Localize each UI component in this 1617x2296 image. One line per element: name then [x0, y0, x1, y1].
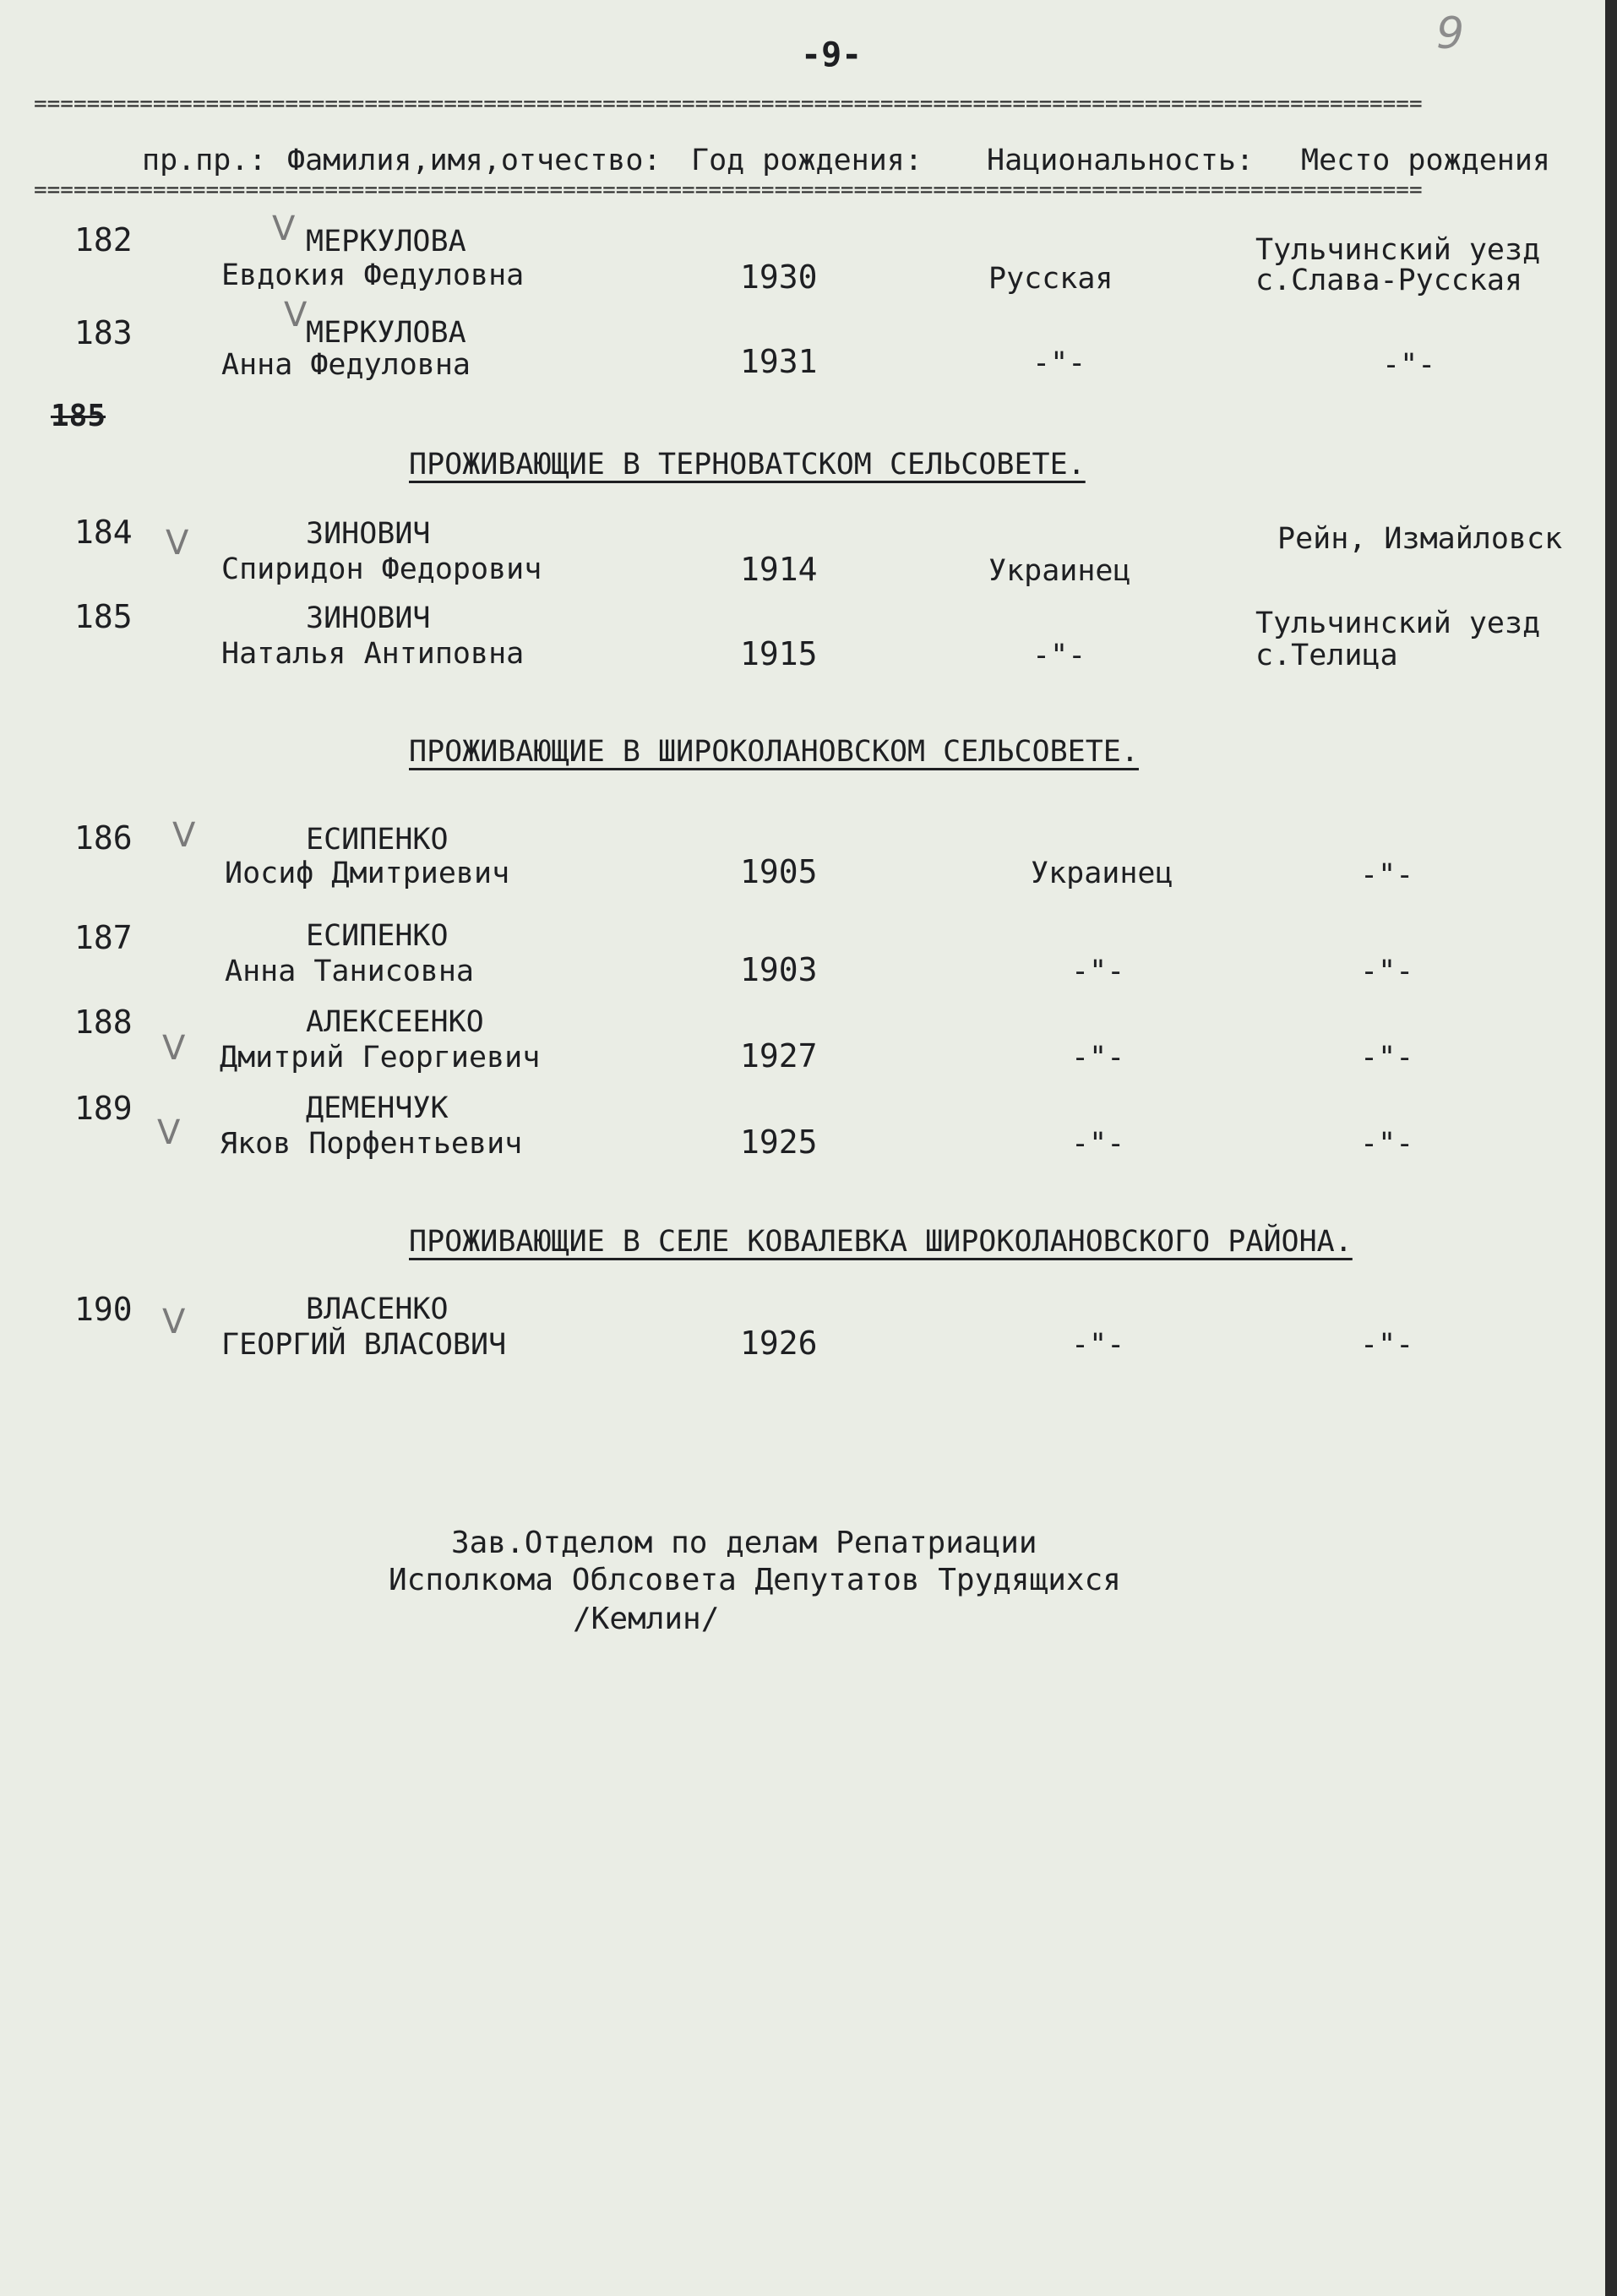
- surname: ДЕМЕНЧУК: [306, 1091, 449, 1125]
- row-number: 184: [74, 514, 133, 551]
- header-col-year: Год рождения:: [691, 144, 923, 177]
- given-names: Дмитрий Георгиевич: [220, 1041, 541, 1075]
- birth-year: 1925: [740, 1124, 818, 1161]
- given-names: Анна Федуловна: [221, 348, 471, 382]
- given-names: Наталья Антиповна: [221, 637, 525, 671]
- surname: ВЛАСЕНКО: [306, 1292, 449, 1326]
- birth-year: 1914: [740, 551, 818, 588]
- signatory-name: /Кемлин/: [573, 1602, 720, 1636]
- birthplace-line-1: Тульчинский уезд: [1255, 233, 1541, 267]
- surname: МЕРКУЛОВА: [306, 225, 466, 258]
- check-mark: V: [284, 296, 308, 335]
- check-mark: V: [166, 524, 189, 563]
- nationality: -"-: [1071, 1328, 1125, 1362]
- given-names: Спиридон Федорович: [221, 552, 542, 586]
- birth-year: 1926: [740, 1325, 818, 1362]
- birthplace-line-1: -"-: [1360, 955, 1414, 988]
- header-col-birthplace: Место рождения: [1301, 144, 1551, 177]
- birthplace-line-1: -"-: [1360, 1328, 1414, 1362]
- surname: ЗИНОВИЧ: [306, 601, 431, 635]
- signature-title-line-2: Исполкома Облсовета Депутатов Трудящихся: [389, 1563, 1121, 1597]
- birth-year: 1927: [740, 1037, 818, 1075]
- row-number: 190: [74, 1291, 133, 1328]
- row-number: 187: [74, 919, 133, 956]
- struck-row-number: 185: [51, 399, 106, 433]
- given-names: Яков Порфентьевич: [220, 1127, 523, 1161]
- header-rule-top: =========================================================================================================: [34, 91, 1423, 117]
- given-names: ГЕОРГИЙ ВЛАСОВИЧ: [221, 1328, 507, 1362]
- check-mark: V: [272, 209, 296, 248]
- birthplace-line-1: -"-: [1360, 858, 1414, 892]
- nationality: -"-: [1071, 955, 1125, 988]
- nationality: Украинец: [1031, 857, 1173, 890]
- check-mark: V: [162, 1029, 186, 1068]
- header-col-num: пр.пр.:: [142, 144, 267, 177]
- page-number: -9-: [801, 35, 863, 74]
- birthplace-line-1: Рейн, Измайловск: [1277, 522, 1563, 556]
- header-col-name: Фамилия,имя,отчество:: [287, 144, 662, 177]
- nationality: Русская: [988, 262, 1113, 296]
- nationality: Украинец: [988, 554, 1131, 588]
- birth-year: 1930: [740, 258, 818, 296]
- birth-year: 1915: [740, 635, 818, 672]
- row-number: 189: [74, 1090, 133, 1127]
- row-number: 188: [74, 1004, 133, 1041]
- row-number: 182: [74, 221, 133, 258]
- birth-year: 1931: [740, 343, 818, 380]
- birthplace-line-1: -"-: [1360, 1041, 1414, 1075]
- check-mark: V: [157, 1113, 181, 1152]
- given-names: Иосиф Дмитриевич: [225, 857, 510, 890]
- surname: ЕСИПЕНКО: [306, 919, 449, 953]
- row-number: 185: [74, 598, 133, 635]
- birth-year: 1905: [740, 853, 818, 890]
- row-number: 183: [74, 314, 133, 351]
- birthplace-line-2: с.Телица: [1255, 639, 1398, 672]
- surname: МЕРКУЛОВА: [306, 316, 466, 350]
- birthplace-line-1: -"-: [1382, 348, 1436, 382]
- section-heading-ternovatsky: ПРОЖИВАЮЩИЕ В ТЕРНОВАТСКОМ СЕЛЬСОВЕТЕ.: [409, 448, 1086, 482]
- surname: ЕСИПЕНКО: [306, 823, 449, 857]
- section-heading-shirokolanovsky: ПРОЖИВАЮЩИЕ В ШИРОКОЛАНОВСКОМ СЕЛЬСОВЕТЕ.: [409, 735, 1139, 769]
- nationality: -"-: [1032, 639, 1086, 672]
- birthplace-line-2: с.Слава-Русская: [1255, 264, 1523, 297]
- section-heading-kovalevka: ПРОЖИВАЮЩИЕ В СЕЛЕ КОВАЛЕВКА ШИРОКОЛАНОВСКОГО РАЙОНА.: [409, 1225, 1353, 1259]
- signature-title-line-1: Зав.Отделом по делам Репатриации: [451, 1526, 1037, 1560]
- birth-year: 1903: [740, 951, 818, 988]
- check-mark: V: [162, 1303, 186, 1341]
- header-rule-bottom: =========================================================================================================: [34, 177, 1423, 203]
- surname: АЛЕКСЕЕНКО: [306, 1005, 484, 1039]
- handwritten-page-number: 9: [1436, 8, 1465, 59]
- surname: ЗИНОВИЧ: [306, 517, 431, 551]
- check-mark: V: [172, 816, 196, 855]
- birthplace-line-1: -"-: [1360, 1127, 1414, 1161]
- row-number: 186: [74, 819, 133, 857]
- given-names: Евдокия Федуловна: [221, 258, 525, 292]
- nationality: -"-: [1032, 346, 1086, 380]
- nationality: -"-: [1071, 1041, 1125, 1075]
- header-col-nationality: Национальность:: [987, 144, 1255, 177]
- birthplace-line-1: Тульчинский уезд: [1255, 607, 1541, 640]
- given-names: Анна Танисовна: [225, 955, 475, 988]
- nationality: -"-: [1071, 1127, 1125, 1161]
